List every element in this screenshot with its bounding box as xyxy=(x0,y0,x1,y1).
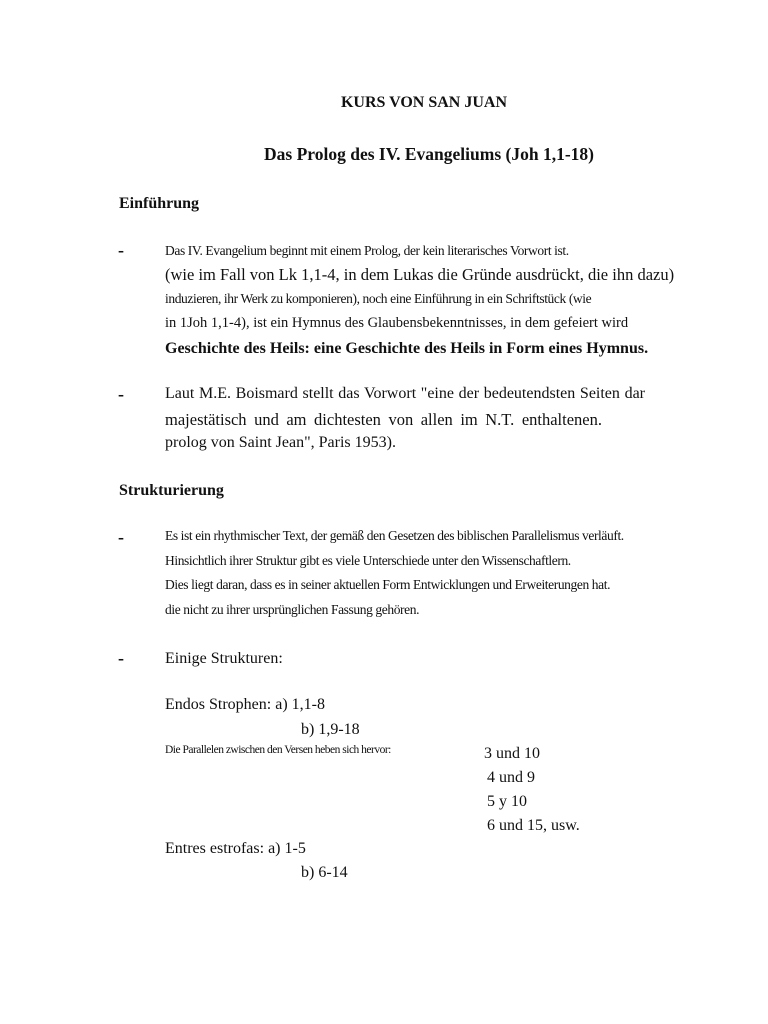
paragraph-line: Laut M.E. Boismard stellt das Vorwort "eine der bedeutendsten Seiten dar xyxy=(165,385,645,402)
section-heading-strukturierung: Strukturierung xyxy=(119,482,224,499)
paragraph-line: Hinsichtlich ihrer Struktur gibt es viele Unterschiede unter den Wissenschaftlern. xyxy=(165,553,571,568)
paragraph-line: die nicht zu ihrer ursprünglichen Fassung gehören. xyxy=(165,602,420,617)
two-strophes-a: Endos Strophen: a) 1,1-8 xyxy=(165,696,325,713)
paragraph-line: induzieren, ihr Werk zu komponieren), noch eine Einführung in ein Schriftstück (wie xyxy=(165,291,592,306)
bullet-marker: - xyxy=(118,384,124,404)
paragraph-line-bold: Geschichte des Heils: eine Geschichte des Heils in Form eines Hymnus. xyxy=(165,340,649,357)
paragraph-line: majestätisch und am dichtesten von allen im N.T. enthaltenen. xyxy=(165,410,602,429)
structures-intro: Einige Strukturen: xyxy=(165,650,283,667)
document-subtitle: Das Prolog des IV. Evangeliums (Joh 1,1-18) xyxy=(264,144,594,164)
parallel-item: 5 y 10 xyxy=(487,793,527,810)
paragraph-line: (wie im Fall von Lk 1,1-4, in dem Lukas die Gründe ausdrückt, die ihn dazu) xyxy=(165,265,675,284)
parallel-item: 4 und 9 xyxy=(487,769,535,786)
paragraph-line: Es ist ein rhythmischer Text, der gemäß den Gesetzen des biblischen Parallelismus verläuft. xyxy=(165,528,624,543)
bullet-marker: - xyxy=(118,240,124,260)
bullet-marker: - xyxy=(118,648,124,668)
paragraph-line: in 1Joh 1,1-4), ist ein Hymnus des Glaubensbekenntnisses, in dem gefeiert wird xyxy=(165,315,629,331)
three-strophes-a: Entres estrofas: a) 1-5 xyxy=(165,840,306,857)
parallel-item: 6 und 15, usw. xyxy=(487,817,580,834)
paragraph-line: Das IV. Evangelium beginnt mit einem Prolog, der kein literarisches Vorwort ist. xyxy=(165,243,569,258)
three-strophes-b: b) 6-14 xyxy=(301,864,348,881)
parallels-label: Die Parallelen zwischen den Versen heben sich hervor: xyxy=(165,744,391,756)
two-strophes-b: b) 1,9-18 xyxy=(301,721,360,738)
paragraph-line: prolog von Saint Jean", Paris 1953). xyxy=(165,434,396,451)
document-title: KURS VON SAN JUAN xyxy=(340,94,508,111)
bullet-marker: - xyxy=(118,527,124,547)
paragraph-line: Dies liegt daran, dass es in seiner aktuellen Form Entwicklungen und Erweiterungen hat. xyxy=(165,577,611,592)
parallel-item: 3 und 10 xyxy=(484,745,540,762)
section-heading-einfuehrung: Einführung xyxy=(119,195,200,212)
